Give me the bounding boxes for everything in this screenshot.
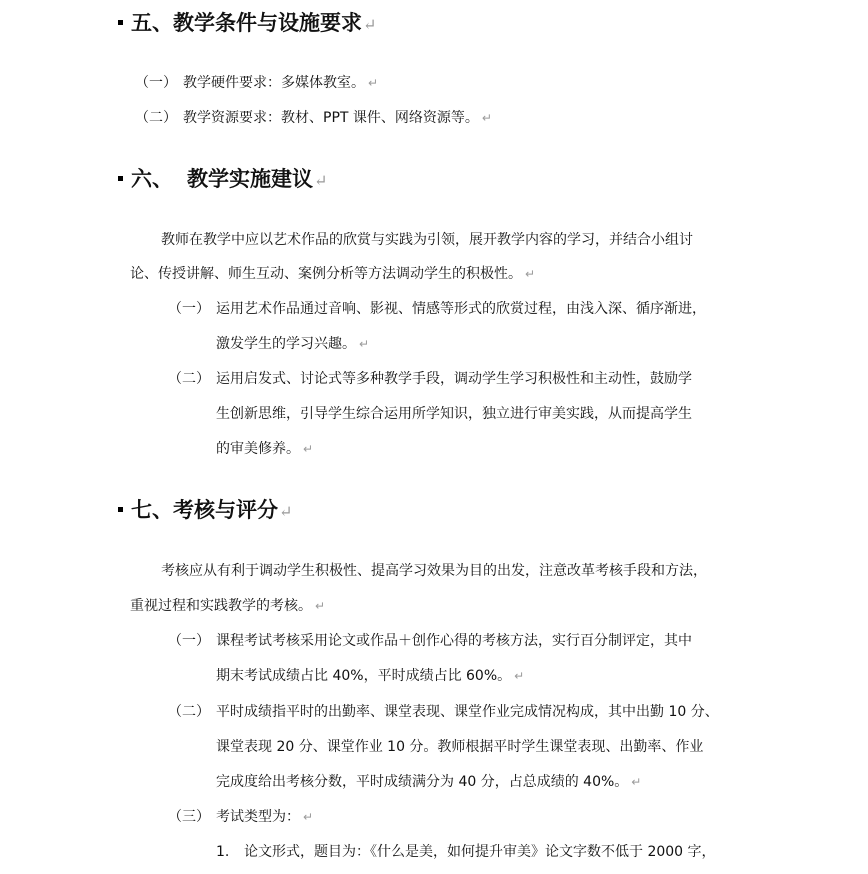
section-6-item-1-line-2: 激发学生的学习兴趣。 ↵ [216,336,370,352]
section-5-item-2-number: （二） [135,110,177,126]
section-7-item-2-number: （二） [168,704,210,720]
bullet-icon [118,507,123,512]
section-6-heading [118,166,327,194]
section-7-item-3-number: （三） [168,809,210,825]
section-7-item-2-line-1: 平时成绩指平时的出勤率、课堂表现、课堂作业完成情况构成，其中出勤 10 分、 [216,704,719,720]
paragraph-mark-icon: ↵ [363,15,377,34]
section-6-item-2-number: （二） [168,371,210,387]
section-7-heading [118,497,292,525]
paragraph-mark-icon: ↵ [315,599,326,613]
section-5-item-1-number: （一） [135,75,177,91]
paragraph-mark-icon: ↵ [368,76,379,90]
section-7-sub-item-1-text: 论文形式，题目为：《什么是美，如何提升审美》论文字数不低于 2000 字， [244,844,716,860]
section-6-item-2-line-2: 生创新思维，引导学生综合运用所学知识，独立进行审美实践，从而提高学生 [216,406,692,422]
paragraph-mark-icon: ↵ [303,442,314,456]
bullet-icon [118,20,123,25]
paragraph-mark-icon: ↵ [359,337,370,351]
section-6-item-2-line-1: 运用启发式、讨论式等多种教学手段，调动学生学习积极性和主动性，鼓励学 [216,371,692,387]
section-6-item-2-line-3: 的审美修养。 ↵ [216,441,314,457]
section-7-item-1-number: （一） [168,633,210,649]
paragraph-mark-icon: ↵ [314,171,328,190]
section-7-item-1-line-2: 期末考试成绩占比 40%，平时成绩占比 60%。 ↵ [216,668,525,684]
section-7-item-2-line-2: 课堂表现 20 分、课堂作业 10 分。教师根据平时学生课堂表现、出勤率、作业 [216,739,704,755]
bullet-icon [118,176,123,181]
section-6-item-1-number: （一） [168,301,210,317]
section-5-item-1-text: 教学硬件要求：多媒体教室。 ↵ [183,75,379,91]
section-6-item-1-line-1: 运用艺术作品通过音响、影视、情感等形式的欣赏过程，由浅入深、循序渐进， [216,301,706,317]
section-6-intro-line-1: 教师在教学中应以艺术作品的欣赏与实践为引领，展开教学内容的学习，并结合小组讨 [161,232,693,248]
section-7-sub-item-1-number: 1. [216,844,230,860]
section-6-intro-line-2: 论、传授讲解、师生互动、案例分析等方法调动学生的积极性。 ↵ [130,266,536,282]
section-7-item-2-line-3: 完成度给出考核分数，平时成绩满分为 40 分，占总成绩的 40%。 ↵ [216,774,642,790]
section-7-item-1-line-1: 课程考试考核采用论文或作品＋创作心得的考核方法，实行百分制评定，其中 [216,633,692,649]
paragraph-mark-icon: ↵ [631,775,642,789]
section-6-number: 六、 [131,166,173,191]
section-6-title: 教学实施建议 [187,166,313,191]
paragraph-mark-icon: ↵ [525,267,536,281]
paragraph-mark-icon: ↵ [279,502,293,521]
section-7-intro-line-2: 重视过程和实践教学的考核。 ↵ [130,598,326,614]
section-7-title: 七、考核与评分 [131,497,278,522]
paragraph-mark-icon: ↵ [481,111,492,125]
paragraph-mark-icon: ↵ [514,669,525,683]
section-5-heading [118,10,376,38]
section-7-item-3-line-1: 考试类型为： ↵ [216,809,314,825]
section-5-title: 五、教学条件与设施要求 [131,10,362,35]
section-7-intro-line-1: 考核应从有利于调动学生积极性、提高学习效果为目的出发，注意改革考核手段和方法， [161,563,707,579]
paragraph-mark-icon: ↵ [303,810,314,824]
section-5-item-2-text: 教学资源要求：教材、PPT 课件、网络资源等。 ↵ [183,110,492,126]
